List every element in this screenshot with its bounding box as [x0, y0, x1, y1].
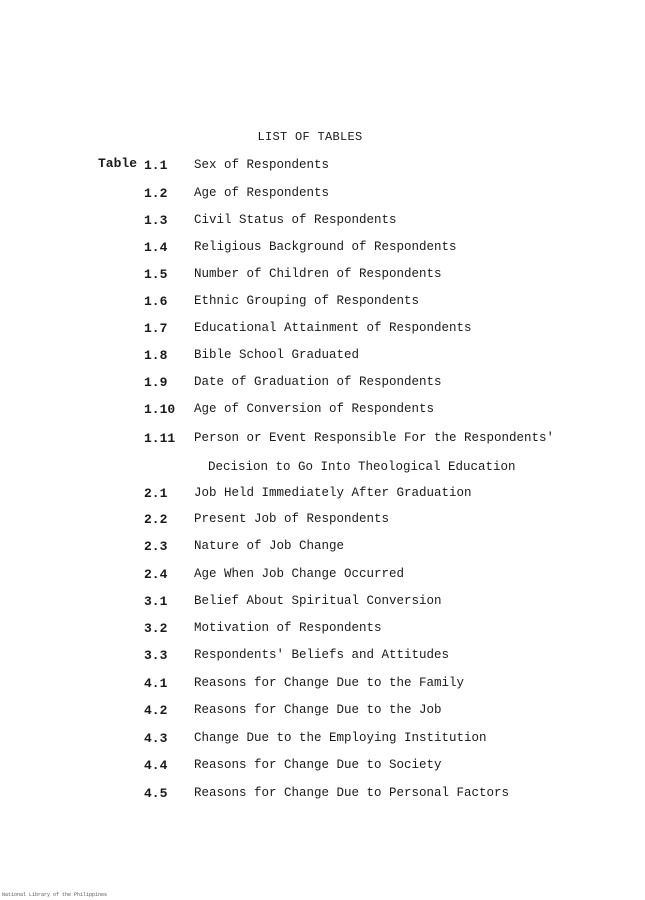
- table-label: Table: [98, 156, 138, 171]
- table-entry: [0, 267, 620, 285]
- table-number: 1.7: [144, 321, 168, 336]
- table-number: 1.2: [144, 186, 168, 201]
- table-number: 1.1: [144, 158, 168, 173]
- table-description: Educational Attainment of Respondents: [194, 321, 472, 335]
- table-number: 4.5: [144, 786, 168, 801]
- table-number: 3.2: [144, 621, 168, 636]
- table-description: Sex of Respondents: [194, 158, 330, 172]
- table-number: 1.3: [144, 213, 168, 228]
- table-number: 2.1: [144, 486, 168, 501]
- table-entry: [0, 648, 620, 666]
- table-number: 3.3: [144, 648, 168, 663]
- table-description: Age When Job Change Occurred: [194, 567, 405, 581]
- table-entry: [0, 348, 620, 366]
- table-description: Ethnic Grouping of Respondents: [194, 294, 420, 308]
- table-description: Person or Event Responsible For the Respondents': [194, 431, 555, 445]
- table-number: 2.3: [144, 539, 168, 554]
- table-entry: [0, 375, 620, 393]
- table-description: Reasons for Change Due to the Family: [194, 676, 465, 690]
- table-number: 1.6: [144, 294, 168, 309]
- table-number: 3.1: [144, 594, 168, 609]
- table-number: 1.10: [144, 402, 176, 417]
- table-description: Age of Conversion of Respondents: [194, 402, 435, 416]
- table-entry: [0, 512, 620, 530]
- table-description: Nature of Job Change: [194, 539, 345, 553]
- table-description: Respondents' Beliefs and Attitudes: [194, 648, 450, 662]
- table-number: 4.4: [144, 758, 168, 773]
- table-entry: [0, 213, 620, 231]
- table-description: Belief About Spiritual Conversion: [194, 594, 442, 608]
- table-description: Religious Background of Respondents: [194, 240, 457, 254]
- table-entry: [0, 786, 620, 804]
- table-entry: [0, 594, 620, 612]
- table-entry: [0, 539, 620, 557]
- table-description-continuation: Decision to Go Into Theological Education: [208, 460, 516, 474]
- table-description: Present Job of Respondents: [194, 512, 390, 526]
- table-number: 4.3: [144, 731, 168, 746]
- table-entry: [0, 321, 620, 339]
- table-description: Reasons for Change Due to Society: [194, 758, 442, 772]
- table-number: 4.2: [144, 703, 168, 718]
- table-description: Number of Children of Respondents: [194, 267, 442, 281]
- footer-credit: National Library of the Philippines: [2, 892, 108, 898]
- table-description: Date of Graduation of Respondents: [194, 375, 442, 389]
- table-entry: [0, 567, 620, 585]
- table-entry: [0, 158, 620, 176]
- table-entry: [0, 431, 620, 449]
- table-entry: [0, 703, 620, 721]
- page-title: LIST OF TABLES: [257, 130, 363, 144]
- table-description: Reasons for Change Due to the Job: [194, 703, 442, 717]
- table-description: Job Held Immediately After Graduation: [194, 486, 472, 500]
- table-number: 1.5: [144, 267, 168, 282]
- table-entry: [0, 621, 620, 639]
- table-entry: [0, 402, 620, 420]
- table-entry: [0, 294, 620, 312]
- table-number: 1.4: [144, 240, 168, 255]
- table-number: 1.9: [144, 375, 168, 390]
- table-entry: [0, 758, 620, 776]
- table-description: Reasons for Change Due to Personal Factors: [194, 786, 510, 800]
- table-number: 4.1: [144, 676, 168, 691]
- table-number: 2.4: [144, 567, 168, 582]
- table-entry: [0, 486, 620, 504]
- table-number: 2.2: [144, 512, 168, 527]
- table-description: Civil Status of Respondents: [194, 213, 397, 227]
- table-entry: [0, 240, 620, 258]
- table-description: Motivation of Respondents: [194, 621, 382, 635]
- table-description: Age of Respondents: [194, 186, 330, 200]
- table-description: Bible School Graduated: [194, 348, 360, 362]
- table-entry: [0, 676, 620, 694]
- table-description: Change Due to the Employing Institution: [194, 731, 487, 745]
- table-entry: [0, 731, 620, 749]
- table-number: 1.8: [144, 348, 168, 363]
- table-number: 1.11: [144, 431, 176, 446]
- table-entry: [0, 186, 620, 204]
